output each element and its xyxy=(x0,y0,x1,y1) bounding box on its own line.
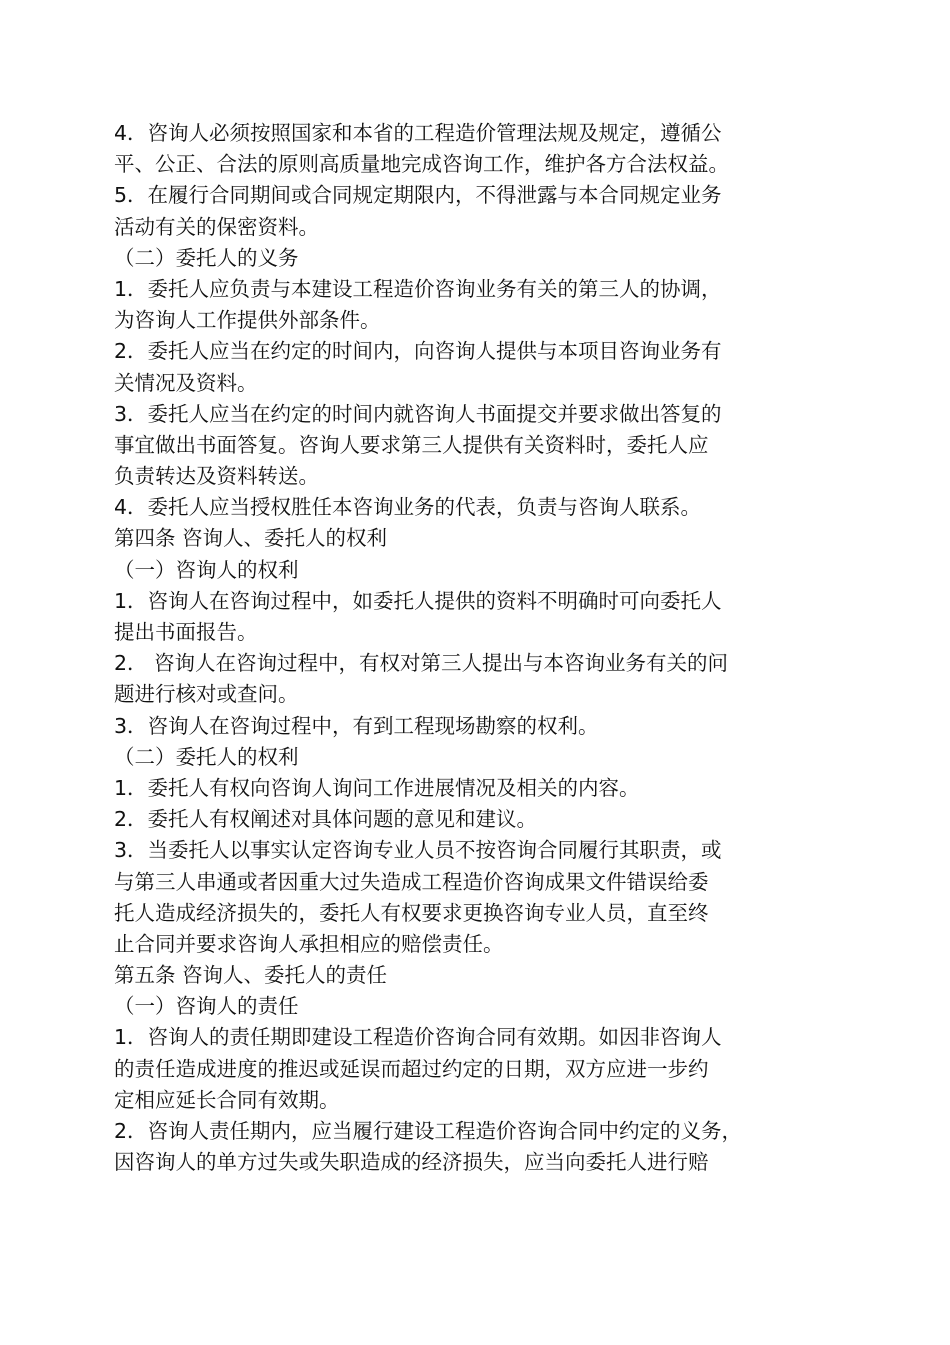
text-line: 题进行核对或查问。 xyxy=(114,682,299,707)
text-line: 3．委托人应当在约定的时间内就咨询人书面提交并要求做出答复的 xyxy=(114,401,722,426)
text-line: 因咨询人的单方过失或失职造成的经济损失，应当向委托人进行赔 xyxy=(114,1150,709,1175)
article-heading: 第五条 咨询人、委托人的责任 xyxy=(114,963,388,988)
text-line: 3．咨询人在咨询过程中，有到工程现场勘察的权利。 xyxy=(114,713,599,738)
section-heading: （二）委托人的义务 xyxy=(114,245,299,270)
text-line: 为咨询人工作提供外部条件。 xyxy=(114,308,381,333)
section-heading: （一）咨询人的责任 xyxy=(114,994,299,1019)
text-line: 负责转达及资料转送。 xyxy=(114,464,319,489)
text-line: 1．咨询人在咨询过程中，如委托人提供的资料不明确时可向委托人 xyxy=(114,588,722,613)
section-heading: （二）委托人的权利 xyxy=(114,744,299,769)
text-line: 的责任造成进度的推迟或延误而超过约定的日期，双方应进一步约 xyxy=(114,1056,709,1081)
article-heading: 第四条 咨询人、委托人的权利 xyxy=(114,526,388,551)
section-heading: （一）咨询人的权利 xyxy=(114,557,299,582)
text-line: 活动有关的保密资料。 xyxy=(114,214,319,239)
text-line: 2．咨询人责任期内，应当履行建设工程造价咨询合同中约定的义务， xyxy=(114,1119,743,1143)
document-body xyxy=(114,118,814,1178)
text-line: 1．委托人有权向咨询人询问工作进展情况及相关的内容。 xyxy=(114,775,640,800)
text-line: 4．委托人应当授权胜任本咨询业务的代表，负责与咨询人联系。 xyxy=(114,495,702,520)
text-line: 平、公正、合法的原则高质量地完成咨询工作，维护各方合法权益。 xyxy=(114,152,729,177)
text-line: 与第三人串通或者因重大过失造成工程造价咨询成果文件错误给委 xyxy=(114,869,709,894)
text-line: 事宜做出书面答复。咨询人要求第三人提供有关资料时，委托人应 xyxy=(114,432,709,457)
text-line: 1．委托人应负责与本建设工程造价咨询业务有关的第三人的协调， xyxy=(114,276,722,301)
text-line: 2．委托人有权阐述对具体问题的意见和建议。 xyxy=(114,807,538,832)
text-line: 3．当委托人以事实认定咨询专业人员不按咨询合同履行其职责，或 xyxy=(114,838,722,863)
text-line: 2． 咨询人在咨询过程中，有权对第三人提出与本咨询业务有关的问 xyxy=(114,651,729,676)
text-line: 提出书面报告。 xyxy=(114,620,258,644)
text-line: 4．咨询人必须按照国家和本省的工程造价管理法规及规定，遵循公 xyxy=(114,121,722,145)
text-line: 定相应延长合同有效期。 xyxy=(114,1087,340,1112)
text-line: 托人造成经济损失的，委托人有权要求更换咨询专业人员，直至终 xyxy=(114,900,709,925)
text-line: 2．委托人应当在约定的时间内，向咨询人提供与本项目咨询业务有 xyxy=(114,339,722,364)
text-line: 止合同并要求咨询人承担相应的赔偿责任。 xyxy=(114,931,504,956)
text-line: 5．在履行合同期间或合同规定期限内，不得泄露与本合同规定业务 xyxy=(114,183,722,208)
text-line: 关情况及资料。 xyxy=(114,370,258,395)
text-line: 1．咨询人的责任期即建设工程造价咨询合同有效期。如因非咨询人 xyxy=(114,1025,722,1050)
